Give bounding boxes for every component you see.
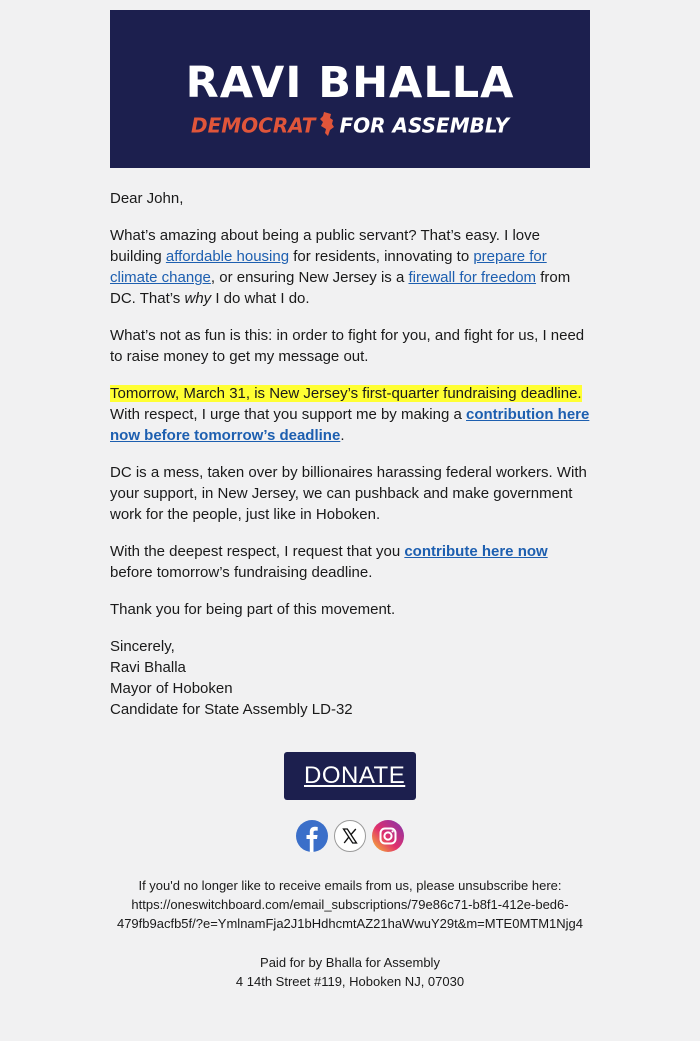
signature-block [110,636,590,720]
paragraph-request: With the deepest respect, I request that you contribute here now before tomorrow’s fundraising deadline. [110,543,548,581]
signature-name: Ravi Bhalla [110,659,186,676]
email-container [110,10,590,991]
unsubscribe-link[interactable]: https://oneswitchboard.com/email_subscriptions/79e86c71-b8f1-412e-bed6-479fb9acfb5f/?e=YmlnamFja2J1bHdhcmtAZ21haWwuY29t&m=MTE0MTM1Njg4 [116,897,584,931]
new-jersey-icon [318,111,336,143]
instagram-icon[interactable] [372,820,404,852]
greeting: Dear John, [110,190,184,207]
deadline-highlight: Tomorrow, March 31, is New Jersey’s first-quarter fundraising deadline. [110,385,582,402]
paid-for-disclaimer: Paid for by Bhalla for Assembly [260,955,440,970]
email-footer [110,876,590,991]
signature-title-mayor: Mayor of Hoboken [110,680,233,697]
facebook-icon[interactable] [296,820,328,852]
contribute-link[interactable]: contribute here now [404,543,548,560]
unsubscribe-text: If you'd no longer like to receive emails from us, please unsubscribe here: [138,878,562,893]
paragraph-thank-you: Thank you for being part of this movement. [110,601,396,618]
donate-area [110,752,590,800]
donate-button[interactable]: DONATE [284,752,416,800]
contribution-link[interactable]: contribution here now before tomorrow’s deadline [110,406,590,444]
tagline-for-assembly: FOR ASSEMBLY [339,113,509,138]
paragraph-raise-money: What’s not as fun is this: in order to fight for you, and fight for us, I need to raise money to get my message out. [110,327,585,365]
header-banner [110,10,590,168]
candidate-name: RAVI BHALLA [185,58,515,108]
signature-title-candidate: Candidate for State Assembly LD-32 [110,701,353,718]
paragraph-dc-mess: DC is a mess, taken over by billionaires harassing federal workers. With your support, in New Jersey, we can pushback and make government work for the people, just like in Hoboken. [110,464,587,523]
tagline-democrat: DEMOCRAT [191,113,316,138]
candidate-tagline [110,111,590,143]
climate-change-link[interactable]: prepare for climate change [110,248,547,286]
x-icon[interactable] [334,820,366,852]
email-body [110,188,590,720]
paragraph-public-servant: What’s amazing about being a public servant? That’s easy. I love building affordable housing for residents, innovating to prepare for climate change, or ensuring New Jersey is a firewall for freedom from DC. That’s why I do what I do. [110,227,571,307]
paragraph-deadline: Tomorrow, March 31, is New Jersey’s first-quarter fundraising deadline. With respect, I urge that you support me by making a contribution here now before tomorrow’s deadline. [110,385,590,444]
firewall-for-freedom-link[interactable]: firewall for freedom [408,269,537,286]
signature-closing: Sincerely, [110,638,175,655]
social-links [110,820,590,854]
mailing-address: 4 14th Street #119, Hoboken NJ, 07030 [235,974,465,989]
affordable-housing-link[interactable]: affordable housing [165,248,290,265]
